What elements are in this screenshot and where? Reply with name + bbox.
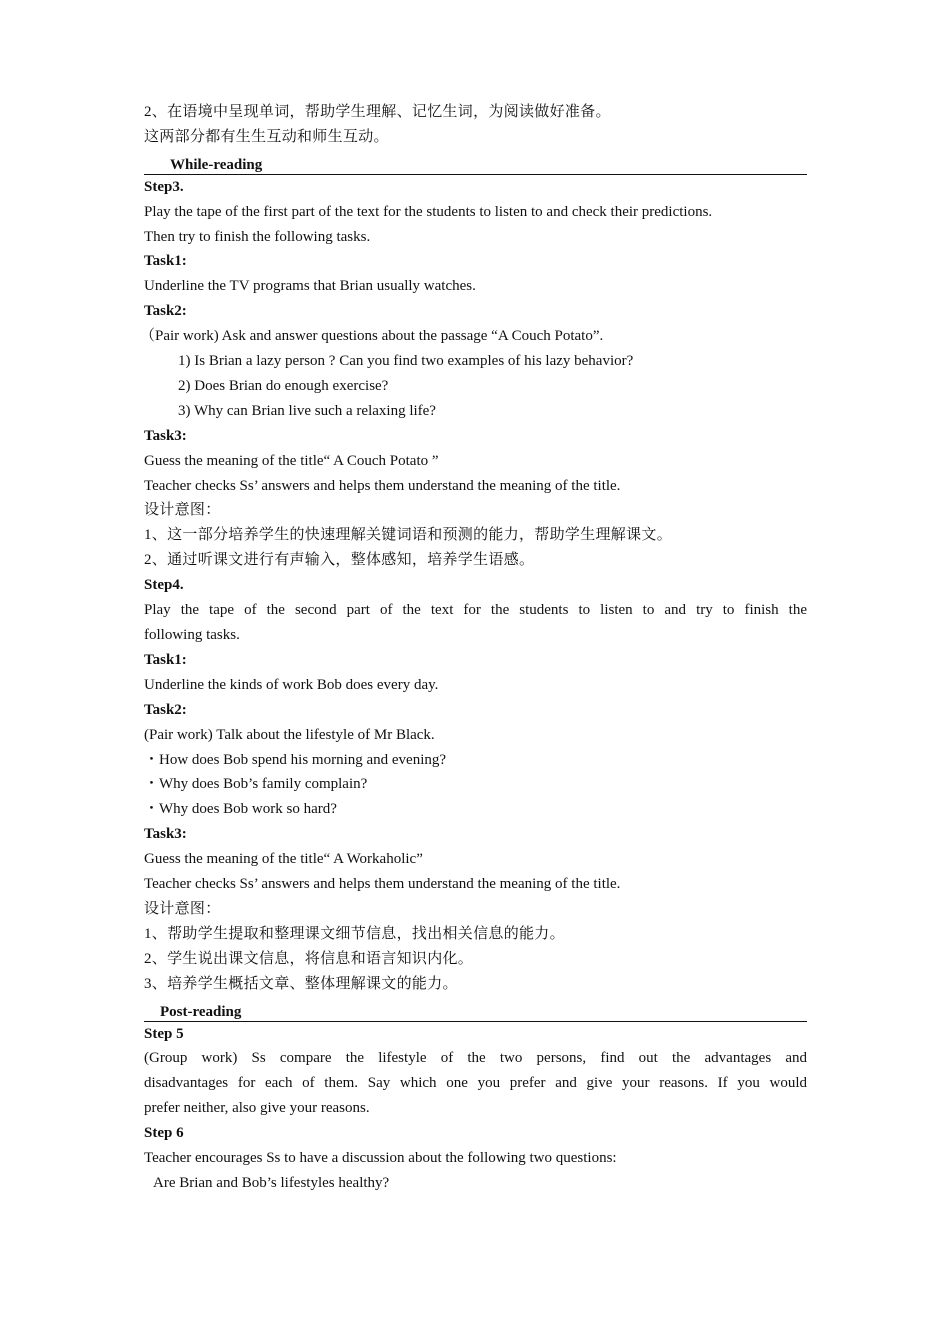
intro-line-2: 这两部分都有生生互动和师生互动。 — [144, 128, 389, 145]
question-2: 2) Does Brian do enough exercise? — [178, 377, 389, 394]
task1-text: Underline the TV programs that Brian usually watches. — [144, 278, 476, 295]
design-intent-1: 1、这一部分培养学生的快速理解关键词语和预测的能力，帮助学生理解课文。 — [144, 527, 673, 544]
step6-question: Are Brian and Bob’s lifestyles healthy? — [153, 1174, 390, 1191]
section-while-reading — [144, 150, 807, 175]
task3-text-2: Teacher checks Ss’ answers and helps them understand the meaning of the title. — [144, 876, 621, 893]
step5-text-2: disadvantages for each of them. Say which one you prefer and give your reasons. If you would — [144, 1075, 807, 1092]
step4-heading: Step4. — [144, 577, 184, 594]
task2-heading: Task2: — [144, 701, 187, 718]
task1-heading: Task1: — [144, 651, 187, 668]
step5-text-3: prefer neither, also give your reasons. — [144, 1100, 370, 1117]
question-3: 3) Why can Brian live such a relaxing life? — [178, 402, 436, 419]
task3-heading: Task3: — [144, 427, 187, 444]
design-intent-2: 2、通过听课文进行有声输入，整体感知，培养学生语感。 — [144, 552, 535, 569]
task2-heading: Task2: — [144, 303, 187, 320]
design-intent-heading: 设计意图： — [144, 502, 221, 519]
step5-text-1: (Group work) Ss compare the lifestyle of the two persons, find out the advantages and — [144, 1050, 807, 1067]
task3-text: Guess the meaning of the title“ A Couch Potato ” — [144, 452, 439, 469]
step4-text-1: Play the tape of the second part of the text for the students to listen to and try to finish the — [144, 602, 807, 619]
task3-text-2: Teacher checks Ss’ answers and helps them understand the meaning of the title. — [144, 477, 621, 494]
section-title: While-reading — [170, 156, 263, 173]
task3-text: Guess the meaning of the title“ A Workaholic” — [144, 851, 423, 868]
bullet-item: ・Why does Bob work so hard? — [144, 801, 337, 818]
task1-text: Underline the kinds of work Bob does every day. — [144, 676, 439, 693]
design-intent-heading: 设计意图： — [144, 900, 221, 917]
task1-heading: Task1: — [144, 253, 187, 270]
design-intent-3: 3、培养学生概括文章、整体理解课文的能力。 — [144, 975, 458, 992]
design-intent-2: 2、学生说出课文信息，将信息和语言知识内化。 — [144, 950, 474, 967]
section-title: Post-reading — [160, 1003, 242, 1020]
section-post-reading — [144, 997, 807, 1022]
question-1: 1) Is Brian a lazy person ? Can you find two examples of his lazy behavior? — [178, 353, 634, 370]
task3-heading: Task3: — [144, 826, 187, 843]
step3-text-2: Then try to finish the following tasks. — [144, 228, 371, 245]
step3-heading: Step3. — [144, 178, 184, 195]
step6-heading: Step 6 — [144, 1125, 184, 1142]
task2-text: (Pair work) Talk about the lifestyle of Mr Black. — [144, 726, 435, 743]
design-intent-1: 1、帮助学生提取和整理课文细节信息，找出相关信息的能力。 — [144, 925, 565, 942]
step4-text-2: following tasks. — [144, 627, 240, 644]
task2-text: （Pair work) Ask and answer questions about the passage “A Couch Potato”. — [140, 328, 604, 345]
bullet-item: ・Why does Bob’s family complain? — [144, 776, 368, 793]
step5-heading: Step 5 — [144, 1025, 184, 1042]
bullet-item: ・How does Bob spend his morning and evening? — [144, 751, 447, 768]
document-page — [140, 100, 807, 1196]
step3-text-1: Play the tape of the first part of the text for the students to listen to and check their predictions. — [144, 203, 713, 220]
step6-text: Teacher encourages Ss to have a discussion about the following two questions: — [144, 1150, 617, 1167]
intro-line-1: 2、在语境中呈现单词，帮助学生理解、记忆生词，为阅读做好准备。 — [144, 104, 611, 120]
